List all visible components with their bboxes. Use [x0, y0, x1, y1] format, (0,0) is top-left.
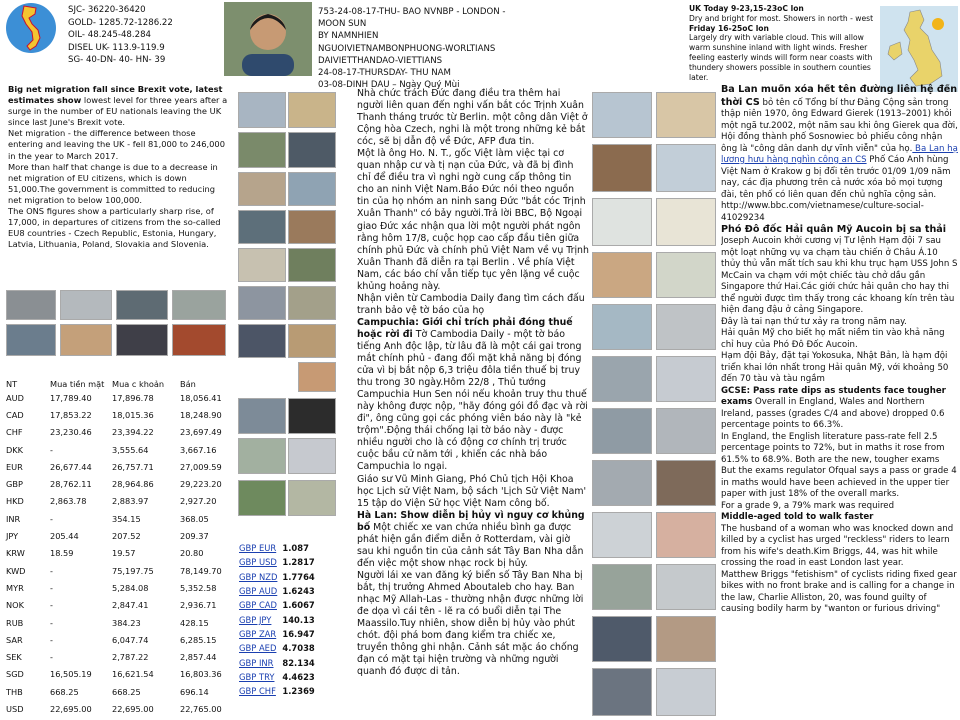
article-paragraph: In England, the English literature pass-rate fell 2.5 percentage points to 72%, but in maths it rose from 61.5% to 68.9%. Both are the new, tougher exams	[721, 431, 945, 465]
currency-pair-link[interactable]: GBP AED	[239, 643, 277, 654]
photo	[288, 92, 336, 128]
photo	[656, 252, 716, 298]
quote-line: GOLD- 1285.72-1286.22	[68, 17, 173, 28]
rate-cell: 668.25	[112, 686, 141, 697]
brexit-headline: Big net migration fall since Brexit vote, latest estimates show	[8, 84, 223, 106]
article-paragraph: Hải quân Mỹ cho biết họ mất niềm tin vào khả năng chỉ huy của Phó Đô Đốc Aucoin.	[721, 328, 945, 350]
article-url: http://www.bbc.com/vietnamese/culture-social-41029234	[721, 201, 924, 223]
weather-friday-title: Friday 16-25oC lon	[689, 23, 769, 33]
column-header: Mua tiền mặt	[50, 379, 105, 389]
rate-cell: 26,757.71	[112, 461, 154, 472]
gbp-rate: 1.6243	[282, 586, 315, 597]
header-line: BY NAMNHIEN	[318, 31, 379, 42]
photo	[592, 408, 652, 454]
article-paragraph: Giáo sư Vũ Minh Giang, Phó Chủ tịch Hội Khoa học Lịch sử Việt Nam, bộ sách 'Lịch Sử Việt Nam' 15 tập do Viện Sử học Việt Nam công bố.	[357, 473, 587, 509]
article-headline: Hà Lan: Show diễn bị hủy vì nguy cơ khủng bố	[357, 509, 585, 533]
currency-pair-link[interactable]: GBP CHF	[239, 686, 276, 697]
photo	[592, 616, 652, 662]
gbp-row	[238, 541, 319, 555]
article-paragraph: bỏ tên cố Tổng bí thư Đảng Cộng sản trong thập niên 1970, ông Edward Gierek (1913–2001) khỏi một ngã tư.2002, một năm sau khi ông Gierek qua đời, Hội đồng thành phố Sosnowiec bỏ phiếu công nhận ông là "công dân danh dự vĩnh viễn" của họ.	[721, 97, 958, 154]
currency-code: MYR	[6, 582, 24, 593]
rate-cell: 22,695.00	[112, 703, 154, 714]
photo	[592, 564, 652, 610]
rate-cell: 384.23	[112, 617, 141, 628]
rate-cell: 5,352.58	[180, 582, 217, 593]
rate-cell: 23,230.46	[50, 427, 92, 438]
photo	[592, 356, 652, 402]
table-row	[4, 441, 236, 458]
photo	[656, 668, 716, 716]
photo	[60, 324, 112, 356]
photo	[656, 460, 716, 506]
rate-cell: 17,789.40	[50, 392, 92, 403]
gbp-rate: 16.947	[282, 628, 315, 639]
rate-cell: 668.25	[50, 686, 79, 697]
rate-cell: 16,621.54	[112, 669, 154, 680]
photo	[172, 290, 226, 320]
article-headline: Phó Đô đốc Hải quân Mỹ Aucoin bị sa thải	[721, 224, 947, 235]
gbp-rate: 1.7764	[282, 571, 315, 582]
photo	[288, 398, 336, 434]
article-headline: Campuchia: Giới chỉ trích phải đóng thuế hoặc rời đi	[357, 316, 573, 340]
article-link[interactable]: Ba Lan hạ lương hưu hàng nghìn công an CS	[721, 143, 958, 165]
gbp-rate: 1.6067	[282, 600, 315, 611]
rate-cell: 29,223.20	[180, 479, 222, 490]
photo	[238, 132, 286, 168]
photo	[238, 480, 286, 516]
rate-cell: 2,927.20	[180, 496, 217, 507]
photo	[238, 438, 286, 474]
photo	[6, 324, 56, 356]
rate-cell: 2,936.71	[180, 600, 217, 611]
gbp-rate: 1.087	[282, 543, 309, 554]
quote-line: SJC- 36220-36420	[68, 5, 146, 15]
weather-friday: Largely dry with variable cloud. This will allow warm sunshine inland with light winds. Fresher feeling easterly winds will form near coasts with thundery showers possible in southern counties later.	[689, 33, 873, 82]
photo	[656, 356, 716, 402]
rate-cell: 2,883.97	[112, 496, 149, 507]
photo	[238, 248, 286, 282]
rate-cell: 2,857.44	[180, 652, 217, 663]
gbp-row	[238, 570, 319, 584]
thumbnail-column	[238, 92, 338, 532]
author-portrait	[224, 2, 312, 76]
article-paragraph: Matthew Briggs "fetishism" of cyclists riding fixed gear bikes with no front brake and is calling for a change in the law, Charlie Alliston, 20, was found guilty of causing bodily harm by "wanton or furious driving"	[721, 569, 957, 614]
table-row	[4, 406, 236, 423]
rate-cell: 18.59	[50, 548, 74, 559]
rate-cell: 3,667.16	[180, 444, 217, 455]
photo	[116, 290, 168, 320]
rate-cell: 17,896.78	[112, 392, 154, 403]
currency-code: GBP	[6, 479, 23, 490]
rate-cell: 75,197.75	[112, 565, 154, 576]
currency-code: KWD	[6, 565, 26, 576]
rate-cell: 209.37	[180, 531, 209, 542]
currency-code: HKD	[6, 496, 24, 507]
rate-cell: 3,555.64	[112, 444, 149, 455]
photo	[656, 408, 716, 454]
article-paragraph: Phố Cáo Anh hùng Việt Nam ở Krakow g bị đổi tên trước 01/09 1/09 năm nay, các địa phương trên cả nước xóa bỏ mọi tượng đài, tên phố có liên quan đến chủ nghĩa cộng sản.	[721, 155, 951, 200]
article-paragraph: For a grade 9, a 79% mark was required	[721, 500, 895, 511]
currency-pair-link[interactable]: GBP EUR	[239, 543, 277, 554]
photo	[288, 480, 336, 516]
article-paragraph: The husband of a woman who was knocked down and killed by a cyclist has urged "reckless" riders to learn from his wife's death.Kim Briggs, 44, was hit while crossing the road in east London last year.	[721, 523, 954, 568]
rate-cell: 23,697.49	[180, 427, 222, 438]
article-paragraph: Nhà chức trách Đức đang điều tra thêm hai người liên quan đến nghi vấn bắt cóc Trịnh Xuân Thanh tháng trước từ Berlin. một công dân Việt ở Cộng hòa Czech, nghi là một trong những kẻ bắt cóc, sẽ bị dẫn độ về Đức, AFP đưa tin.	[357, 88, 588, 148]
rate-cell: 26,677.44	[50, 461, 92, 472]
photo	[288, 248, 336, 282]
table-row	[4, 683, 236, 700]
photo	[288, 132, 336, 168]
gbp-rate: 140.13	[282, 614, 315, 625]
rate-cell: 354.15	[112, 513, 141, 524]
rate-cell: 16,505.19	[50, 669, 92, 680]
gbp-rate: 4.4623	[282, 671, 315, 682]
uk-weather-map	[880, 6, 958, 92]
rate-cell: -	[50, 617, 53, 628]
rate-cell: -	[50, 565, 53, 576]
rate-cell: -	[50, 444, 53, 455]
currency-code: CHF	[6, 427, 23, 438]
gbp-rates-table	[238, 541, 319, 698]
currency-pair-link[interactable]: GBP CAD	[239, 600, 277, 611]
header-line: 753-24-08-17-THU- BAO NVNBP - LONDON - MOON SUN	[318, 7, 506, 30]
photo	[288, 210, 336, 244]
article-paragraph: But the exams regulator Ofqual says a pass or grade 4 in maths would have been achieved in the upper tier paper with just 18% of the overall marks.	[721, 466, 957, 499]
rate-cell: 78,149.70	[180, 565, 222, 576]
article-paragraph: Hạm đội Bảy, đặt tại Yokosuka, Nhật Bản, là hạm đội triển khai lớn nhất trong Hải quân Mỹ, với khoảng 50 đến 70 tàu và tàu ngầm	[721, 351, 949, 384]
gbp-rate: 82.134	[282, 657, 315, 668]
gbp-rate: 4.7038	[282, 643, 315, 654]
table-row	[4, 389, 236, 406]
article-paragraph: Nhận viên từ Cambodia Daily đang tìm cách đấu tranh bảo vệ tờ báo của họ	[357, 292, 585, 316]
photo	[172, 324, 226, 356]
article-paragraph: Joseph Aucoin khởi cương vị Tư lệnh Hạm đội 7 sau một loạt những vụ va chạm tàu chiến ở Châu Á.10 thủy thủ vẫn mất tích sau khi khu trục hạm USS John S McCain va chạm với một chiếc tàu chở dầu gần Singapore thứ Hai.Các giới chức hải quân cho hay thi thể người được tìm thấy trong các khoang kín trên tàu hiện đang đậu ở cảng Singapore.	[721, 236, 958, 315]
rate-cell: 18,015.36	[112, 409, 154, 420]
rate-cell: 205.44	[50, 531, 79, 542]
rate-cell: 2,787.22	[112, 652, 149, 663]
rate-cell: 19.57	[112, 548, 136, 559]
rate-cell: 22,695.00	[50, 703, 92, 714]
photo	[656, 616, 716, 662]
rate-cell: -	[50, 513, 53, 524]
photo	[116, 324, 168, 356]
photo	[238, 92, 286, 128]
rate-cell: 2,863.78	[50, 496, 87, 507]
table-row	[4, 424, 236, 441]
currency-code: JPY	[6, 531, 19, 542]
photo	[592, 144, 652, 192]
currency-code: SAR	[6, 634, 23, 645]
article-paragraph: Đây là tai nạn thứ tư xảy ra trong năm nay.	[721, 316, 907, 327]
article-headline: GCSE: Pass rate dips as students face tougher exams	[721, 385, 946, 407]
currency-code: EUR	[6, 461, 23, 472]
photo	[592, 460, 652, 506]
header-line: 24-08-17-THURSDAY- THU NAM	[318, 68, 451, 79]
brexit-paragraph: The ONS figures show a particularly sharp rise, of 17,000, in departures of citizens from the so-called EU8 countries - Czech Republic, Estonia, Hungary, Latvia, Lithuania, Poland, Slovakia and Slovenia.	[8, 206, 221, 250]
photo	[298, 362, 336, 392]
photo	[238, 172, 286, 206]
gbp-row	[238, 670, 319, 684]
table-row	[4, 458, 236, 475]
photo	[592, 198, 652, 246]
photo	[656, 92, 716, 138]
table-row	[4, 562, 236, 579]
rate-cell: 16,803.36	[180, 669, 222, 680]
rate-cell: 2,847.41	[112, 600, 149, 611]
currency-code: CAD	[6, 409, 24, 420]
gbp-row	[238, 627, 319, 641]
photo	[288, 286, 336, 320]
rate-cell: 6,047.74	[112, 634, 149, 645]
table-row	[4, 510, 236, 527]
currency-code: SEK	[6, 652, 22, 663]
currency-pair-link[interactable]: GBP TRY	[239, 671, 275, 682]
rate-cell: 5,284.08	[112, 582, 149, 593]
photo	[656, 198, 716, 246]
currency-pair-link[interactable]: GBP ZAR	[239, 628, 277, 639]
market-quotes	[68, 4, 208, 67]
photo-strip	[6, 290, 228, 360]
photo	[592, 92, 652, 138]
table-header-row	[4, 365, 236, 389]
brexit-paragraph: Net migration - the difference between those entering and leaving the UK - fell 81,000 to 246,000 in the year to March 2017.	[8, 128, 225, 161]
gbp-row	[238, 612, 319, 626]
photo	[592, 512, 652, 558]
currency-code: THB	[6, 686, 23, 697]
table-row	[4, 648, 236, 665]
exchange-rate-table	[4, 365, 236, 718]
brexit-paragraph: More than half that change is due to a decrease in net migration of EU citizens, which is down 51,000.The government is committed to reducing net migration to below 100,000.	[8, 161, 218, 205]
gbp-row	[238, 641, 319, 655]
header-line: DAIVIETTHANDAO-VIETTIANS	[318, 55, 443, 66]
photo	[238, 210, 286, 244]
table-row	[4, 700, 236, 717]
table-row	[4, 631, 236, 648]
article-paragraph: Tờ Cambodia Daily - một tờ báo tiếng Anh độc lập, từ lâu đã là một cái gai trong mắt chính phủ - đang đối mặt khả năng bị đóng cửa vì bị bắt nộp 6,3 triệu đôla tiền thuế bị truy thu trong 30 ngày.Hôm 22/8 , Thủ tướng Campuchia Hun Sen nói nếu khoản truy thu thuế này không được nộp, "hãy đóng gói đồ đạc và rời đi", ông cũng gọi các phóng viên báo này là "kẻ trộm".Động thái chống lại tờ báo này - được nhiều người cho là có động cơ chính trị trước cuộc bầu cử năm tới , khiến các nhà báo Campuchia lo ngại.	[357, 328, 588, 473]
photo	[6, 290, 56, 320]
photo	[238, 324, 286, 358]
rate-cell: 18,056.41	[180, 392, 222, 403]
table-row	[4, 545, 236, 562]
currency-code: KRW	[6, 548, 25, 559]
photo	[592, 252, 652, 298]
article-paragraph: Một là ông Ho. N. T., gốc Việt làm việc tại cơ quan nhập cư và tị nạn của Đức, và đã bị đình chỉ để điều tra vì nghi ngờ cung cấp thông tin cho an ninh Việt Nam.Báo Đức nói theo nguồn tin của họ nhóm an ninh sang Đức "bắt cóc Trịnh Xuân Thanh" có bảy người.Trả lời BBC, Bộ Ngoại giao Đức xác nhận qua lời một người phát ngôn rằng hôm 17/8, cuộc họp cao cấp đầu tiên giữa chính phủ Đức và chính phủ Việt Nam về vụ Trịnh Xuân Thanh đã diễn ra tại Berlin . Về phía Việt Nam, các báo chí vẫn tiếp tục yên lặng về cuộc khủng hoảng này.	[357, 148, 589, 292]
photo	[238, 286, 286, 320]
article-headline: Middle-aged told to walk faster	[721, 512, 874, 522]
currency-pair-link[interactable]: GBP AUD	[239, 586, 278, 597]
middle-article	[357, 88, 589, 678]
vietnam-map-logo	[2, 2, 60, 54]
photo	[238, 398, 286, 434]
column-header: NT	[6, 379, 18, 389]
currency-pair-link[interactable]: GBP NZD	[239, 571, 278, 582]
photo	[288, 172, 336, 206]
right-article	[721, 84, 959, 720]
quote-line: DISEL UK- 113.9-119.9	[68, 42, 165, 53]
rate-cell: 20.80	[180, 548, 204, 559]
rate-cell: 368.05	[180, 513, 209, 524]
rate-cell: 17,853.22	[50, 409, 92, 420]
rate-cell: 22,765.00	[180, 703, 222, 714]
rate-cell: 23,394.22	[112, 427, 154, 438]
currency-code: AUD	[6, 392, 24, 403]
gbp-rate: 1.2817	[282, 557, 315, 568]
currency-code: USD	[6, 703, 24, 714]
photo	[656, 304, 716, 350]
article-paragraph: Một chiếc xe van chứa nhiều bình ga được phát hiện gần điểm diễn ở Rotterdam, vài giờ sau khi nguồn tin của cảnh sát Tây Ban Nha dẫn đến việc một show nhạc rock bị hủy.	[357, 521, 584, 569]
currency-code: INR	[6, 513, 21, 524]
brexit-lead: lowest level for three years after a surge in the number of EU nationals leaving the UK since last June's Brexit vote.	[8, 95, 228, 128]
rate-cell: 27,009.59	[180, 461, 222, 472]
photo	[592, 668, 652, 716]
article-paragraph: Người lái xe van đăng ký biển số Tây Ban Nha bị bắt, thị trưởng Ahmed Aboutaleb cho hay. Ban nhạc Mỹ Allah-Las - thường nhận được những lời đe dọa vì cái tên - lẽ ra có buổi diễn tại The Maassilo.Tuy nhiên, show diễn bị hủy vào phút chót. đội phá bom đang kiểm tra chiếc xe, truyền thông ghi nhận. Cảnh sát mặc áo chống đạn có mặt tại hiện trường và những người quanh đó được di tản.	[357, 569, 584, 678]
photo	[656, 144, 716, 192]
table-row	[4, 579, 236, 596]
currency-pair-link[interactable]: GBP INR	[239, 657, 274, 668]
currency-code: SGD	[6, 669, 24, 680]
currency-pair-link[interactable]: GBP USD	[239, 557, 277, 568]
weather-title: UK Today 9-23,15-23oC lon	[689, 4, 804, 13]
article-headline: Ba Lan muốn xóa hết tên đường liên hệ đến thời CS	[721, 84, 958, 108]
currency-pair-link[interactable]: GBP JPY	[239, 614, 272, 625]
photo-grid	[592, 92, 718, 718]
article-paragraph: Overall in England, Wales and Northern Ireland, passes (grades C/4 and above) dropped 0.6 percentage points to 66.3%.	[721, 397, 945, 430]
weather-today: Dry and bright for most. Showers in north - west	[689, 13, 874, 23]
rate-cell: -	[50, 652, 53, 663]
rate-cell: 428.15	[180, 617, 209, 628]
rate-cell: -	[50, 634, 53, 645]
rate-cell: 696.14	[180, 686, 209, 697]
gbp-row	[238, 555, 319, 569]
photo	[656, 564, 716, 610]
uk-weather	[689, 4, 877, 82]
quote-line: OIL- 48.245-48.284	[68, 30, 152, 41]
header-line: NGUOIVIETNAMBONPHUONG-WORLTIANS	[318, 43, 496, 54]
currency-code: DKK	[6, 444, 24, 455]
gbp-row	[238, 598, 319, 612]
photo	[288, 324, 336, 358]
rate-cell: 207.52	[112, 531, 141, 542]
table-row	[4, 493, 236, 510]
newspaper-header	[318, 6, 518, 91]
header-line: 03-08-DINH DAU – Ngày Quý Mùi	[318, 80, 460, 91]
rate-cell: 6,285.15	[180, 634, 217, 645]
photo	[656, 512, 716, 558]
rate-cell: -	[50, 600, 53, 611]
currency-code: NOK	[6, 600, 24, 611]
table-row	[4, 666, 236, 683]
column-header: Bán	[180, 379, 196, 389]
currency-code: RUB	[6, 617, 24, 628]
gbp-row	[238, 584, 319, 598]
gbp-row	[238, 655, 319, 669]
quote-line: SG- 40-DN- 40- HN- 39	[68, 55, 166, 66]
rate-cell: 28,964.86	[112, 479, 154, 490]
gbp-rate: 1.2369	[282, 686, 315, 697]
photo	[592, 304, 652, 350]
brexit-article	[8, 84, 230, 250]
table-row	[4, 614, 236, 631]
column-header: Mua c khoản	[112, 379, 165, 389]
gbp-row	[238, 684, 319, 698]
photo	[288, 438, 336, 474]
rate-cell: -	[50, 582, 53, 593]
table-row	[4, 597, 236, 614]
table-row	[4, 475, 236, 492]
rate-cell: 18,248.90	[180, 409, 222, 420]
photo	[60, 290, 112, 320]
table-row	[4, 527, 236, 544]
rate-cell: 28,762.11	[50, 479, 92, 490]
